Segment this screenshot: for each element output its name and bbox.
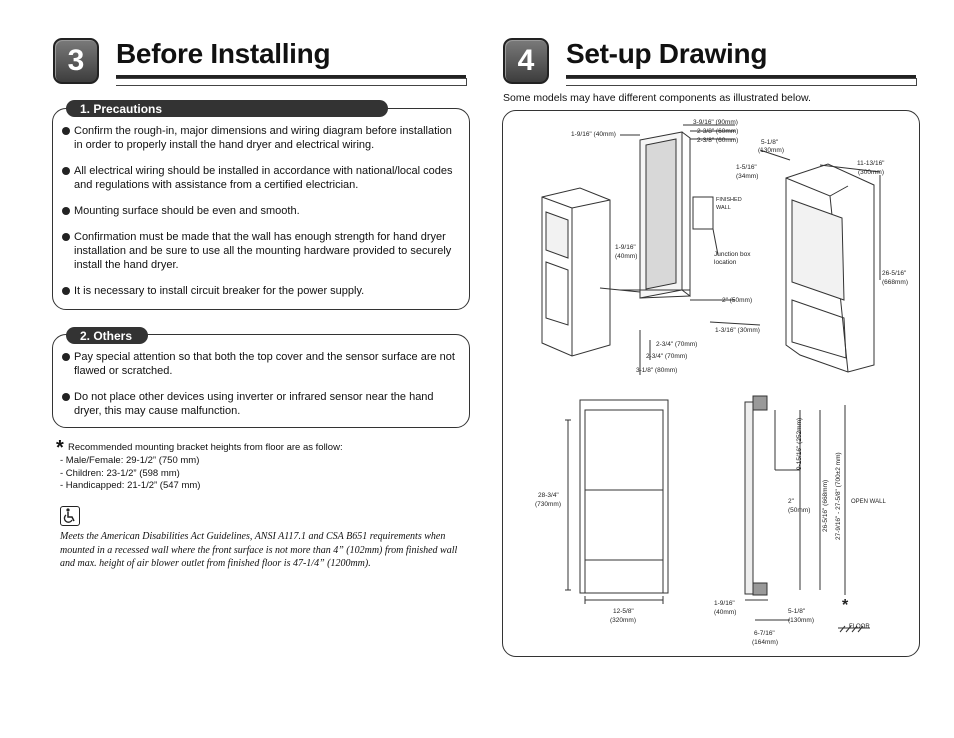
dim-label: 1-9/16": [714, 600, 735, 607]
recommend-star: *: [56, 437, 64, 459]
height-item: - Handicapped: 21-1/2” (547 mm): [60, 480, 201, 491]
precautions-tab: 1. Precautions: [66, 100, 388, 117]
dim-label: 1-3/16" (30mm): [715, 327, 760, 334]
dim-label: (130mm): [788, 617, 815, 624]
dim-label: 2-3/4" (70mm): [656, 341, 698, 348]
junction-label: Junction box: [714, 251, 751, 258]
list-item: Confirm the rough-in, major dimensions and wiring diagram before installation in order to properly install the hand dryer and electrical wiring.: [62, 124, 462, 152]
list-item: It is necessary to install circuit breaker for the power supply.: [62, 284, 462, 298]
section-number-badge: 4: [503, 38, 549, 84]
dim-label: 6-7/16": [754, 630, 775, 637]
dim-label: (668mm): [882, 279, 909, 286]
junction-label: location: [714, 259, 737, 266]
title-rule-shadow: [116, 78, 467, 86]
dim-label: 9-15/16" (252mm): [796, 417, 803, 470]
dim-label: 3-9/16" (90mm): [693, 119, 738, 126]
dryer-left-iso: [542, 188, 610, 356]
dim-label: 26-5/16" (668mm): [822, 479, 829, 532]
others-list: [62, 350, 462, 418]
height-item: - Children: 23-1/2” (598 mm): [60, 467, 180, 479]
section-number-badge: 3: [53, 38, 99, 84]
open-wall-label: OPEN WALL: [851, 499, 886, 505]
list-item: Pay special attention so that both the top cover and the sensor surface are not flawed or scratched.: [62, 350, 462, 378]
dim-label: (164mm): [752, 639, 779, 646]
dim-label: (40mm): [714, 609, 737, 616]
dim-label: 3-1/8" (80mm): [636, 367, 678, 374]
dim-label: (300mm): [858, 169, 885, 176]
title-rule-shadow: [566, 78, 917, 86]
dim-label: 2": [788, 498, 794, 505]
dim-label: (34mm): [736, 173, 759, 180]
front-elevation: [585, 410, 663, 593]
dim-label: 2" (50mm): [722, 297, 753, 304]
setup-drawing: [502, 110, 918, 655]
dim-label: (130mm): [758, 147, 785, 154]
height-item: - Male/Female: 29-1/2” (750 mm): [60, 455, 200, 466]
dim-label: 5-1/8": [761, 139, 779, 146]
finished-wall-label: WALL: [716, 205, 731, 211]
dim-label: 12-5/8": [613, 608, 634, 615]
dim-label: (40mm): [615, 253, 638, 260]
ada-note: Meets the American Disabilities Act Guidelines, ANSI A117.1 and CSA B651 requirements when mounted in a recessed wall where the front surface is not more than 4” (102mm) from finished wall and max. height of air blower outlet from finished floor is 47-1/4” (1200mm).: [60, 531, 458, 569]
dim-label: 28-3/4": [538, 492, 559, 499]
dim-label: 27-9/16" - 27-5/8" (700±2 mm): [835, 452, 842, 540]
floor-label: FLOOR: [849, 624, 870, 630]
junction-box: [693, 197, 713, 229]
recommend-heights: [60, 455, 200, 493]
floor-star: *: [842, 597, 849, 614]
section-title: Set-up Drawing: [566, 38, 768, 69]
wheelchair-icon: [60, 506, 80, 526]
list-item: Mounting surface should be even and smooth.: [62, 204, 462, 218]
side-elevation: [745, 402, 753, 594]
dim-label: 2-3/4" (70mm): [646, 353, 688, 360]
dim-label: 1-9/16": [615, 244, 636, 251]
dim-label: (50mm): [788, 507, 811, 514]
section-title: Before Installing: [116, 38, 331, 69]
list-item: Do not place other devices using inverter or infrared sensor near the hand dryer, this may cause malfunction.: [62, 390, 462, 418]
dim-label: 1-5/16": [736, 164, 757, 171]
dim-label: 5-1/8": [788, 608, 806, 615]
precautions-list: [62, 124, 462, 298]
dim-label: (320mm): [610, 617, 637, 624]
list-item: Confirmation must be made that the wall has enough strength for hand dryer installation and be sure to use all the mounting hardware provided to securely install the hand dryer.: [62, 230, 462, 272]
recommend-intro: Recommended mounting bracket heights from floor are as follow:: [68, 442, 343, 453]
others-tab: 2. Others: [66, 327, 148, 344]
dim-label: 1-9/16" (40mm): [571, 131, 616, 138]
dim-label: 2-3/8" (60mm): [697, 137, 739, 144]
dim-label: (730mm): [535, 501, 562, 508]
list-item: All electrical wiring should be installed in accordance with national/local codes and regulations with assistance from a certified electrician.: [62, 164, 462, 192]
drawing-subtitle: Some models may have different components as illustrated below.: [503, 92, 811, 104]
finished-wall-label: FINISHED: [716, 197, 742, 203]
dim-label: 11-13/16": [857, 160, 885, 167]
dim-label: 26-5/16": [882, 270, 907, 277]
dim-label: 2-3/8" (60mm): [697, 128, 739, 135]
